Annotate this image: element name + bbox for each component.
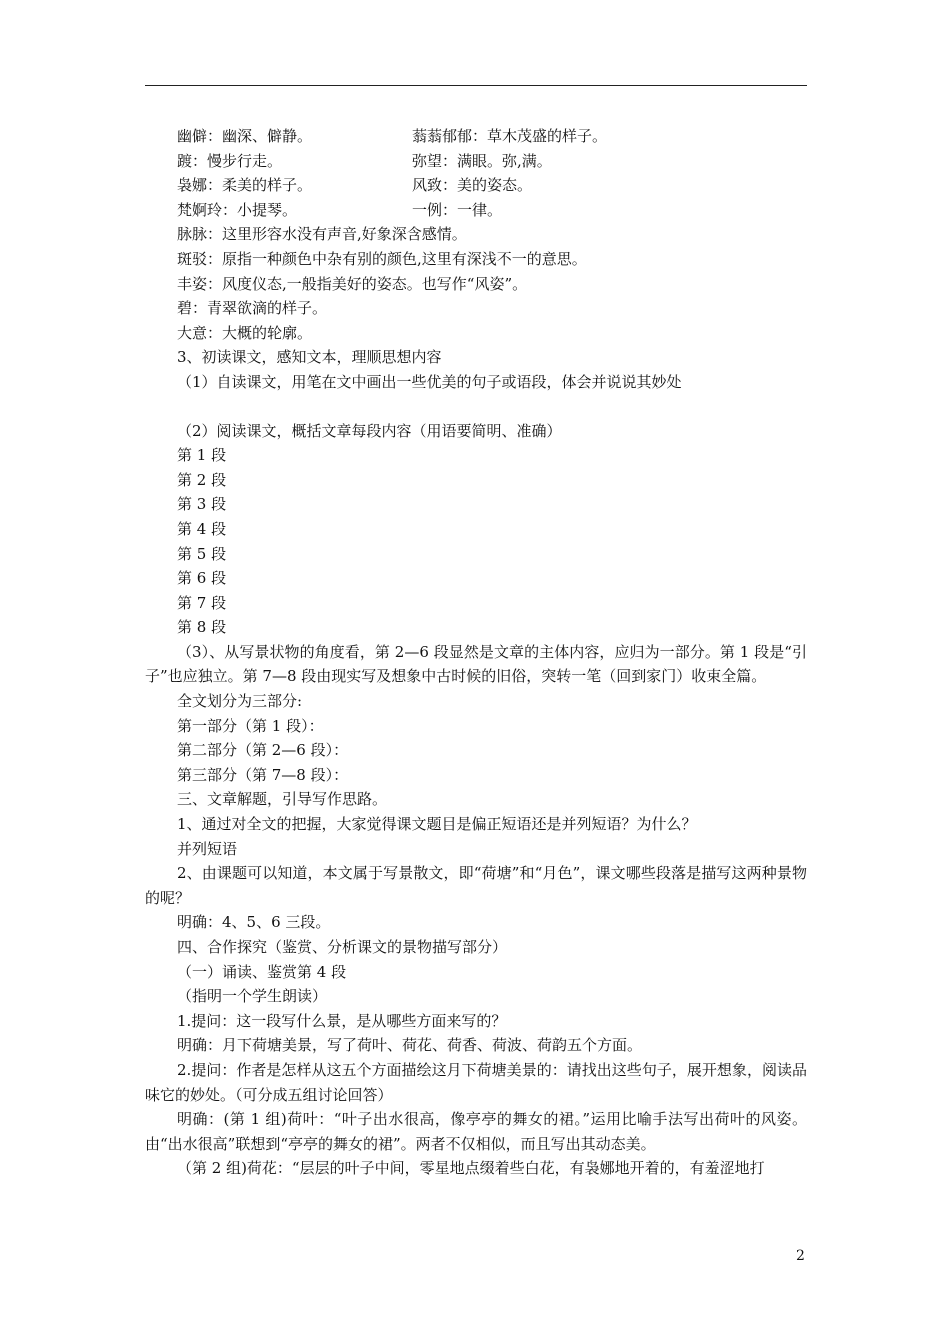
- text-line: 斑驳：原指一种颜色中杂有别的颜色,这里有深浅不一的意思。: [177, 249, 587, 268]
- text-line: 碧：青翠欲滴的样子。: [177, 299, 328, 318]
- vocab-item: 袅娜：柔美的样子。: [177, 176, 313, 195]
- paragraph-label: 第 4 段: [177, 519, 227, 538]
- paragraph-label: 第 7 段: [177, 593, 227, 612]
- paragraph-label: 第 1 段: [177, 446, 227, 465]
- vocab-item: 梵婀玲：小提琴。: [177, 200, 298, 219]
- section-heading: 3、初读课文，感知文本，理顺思想内容: [177, 348, 442, 367]
- paragraph: （3）、从写景状物的角度看，第 2—6 段显然是文章的主体内容，应归为一部分。第 1 段是“引子”也应独立。第 7—8 段由现实写及想象中古时候的旧俗，突转一笔（回到家门）收束全篇。: [145, 642, 807, 686]
- vocab-item: 风致：美的姿态。: [412, 176, 533, 195]
- section-heading: 四、合作探究（鉴赏、分析课文的景物描写部分）: [177, 938, 508, 956]
- question: 2、由课题可以知道，本文属于写景散文，即“荷塘”和“月色”，课文哪些段落是描写这两种景物的呢？: [145, 864, 807, 907]
- answer: 并列短语: [177, 839, 238, 858]
- vocab-grid: [145, 124, 807, 222]
- header-rule: [145, 85, 807, 86]
- text-line: 第二部分（第 2—6 段）：: [177, 741, 349, 760]
- text-line: 脉脉：这里形容水没有声音,好象深含感情。: [177, 225, 467, 244]
- paragraph-label: 第 2 段: [177, 470, 227, 489]
- text-line: 全文划分为三部分:: [177, 692, 303, 711]
- text-line: 第三部分（第 7—8 段）：: [177, 765, 349, 784]
- vocab-item: 一例：一律。: [412, 200, 503, 219]
- vocab-item: 踱：慢步行走。: [177, 151, 283, 170]
- vocab-item: 蓊蓊郁郁：草木茂盛的样子。: [412, 127, 608, 145]
- text-line: 第一部分（第 1 段）：: [177, 716, 324, 735]
- question: 1.提问：这一段写什么景，是从哪些方面来写的？: [177, 1011, 507, 1030]
- text-line: 丰姿：风度仪态,一般指美好的姿态。也写作“风姿”。: [177, 274, 528, 293]
- text-line: 大意：大概的轮廓。: [177, 323, 313, 342]
- text-line: （指明一个学生朗读）: [177, 987, 328, 1006]
- vocab-item: 幽僻：幽深、僻静。: [177, 127, 313, 145]
- page-number: 2: [796, 1248, 805, 1264]
- paragraph-label: 第 8 段: [177, 618, 227, 637]
- question: 2.提问：作者是怎样从这五个方面描绘这月下荷塘美景的：请找出这些句子，展开想象，阅读品味它的妙处。（可分成五组讨论回答）: [145, 1060, 807, 1104]
- vocab-item: 弥望：满眼。弥,满。: [412, 151, 552, 170]
- document-body: [145, 124, 807, 1181]
- paragraph-label: 第 5 段: [177, 544, 227, 563]
- answer: （第 2 组)荷花：“层层的叶子中间，零星地点缀着些白花，有袅娜地开着的，有羞涩地打: [177, 1159, 765, 1178]
- spacer: [145, 395, 807, 419]
- answer: 明确：月下荷塘美景，写了荷叶、荷花、荷香、荷波、荷韵五个方面。: [177, 1036, 643, 1055]
- text-line: （2）阅读课文，概括文章每段内容（用语要简明、准确）: [177, 421, 562, 440]
- text-line: （一）诵读、鉴赏第 4 段: [177, 962, 347, 981]
- paragraph-label: 第 6 段: [177, 569, 227, 588]
- section-heading: 三、文章解题，引导写作思路。: [177, 790, 388, 809]
- answer: 明确：(第 1 组)荷叶：“叶子出水很高，像亭亭的舞女的裙。”运用比喻手法写出荷叶的风姿。由“出水很高”联想到“亭亭的舞女的裙”。两者不仅相似，而且写出其动态美。: [145, 1110, 807, 1153]
- question: 1、通过对全文的把握，大家觉得课文题目是偏正短语还是并列短语？为什么？: [177, 815, 697, 834]
- answer: 明确：4、5、6 三段。: [177, 913, 331, 932]
- paragraph-label: 第 3 段: [177, 495, 227, 514]
- text-line: （1）自读课文，用笔在文中画出一些优美的句子或语段，体会并说说其妙处: [177, 372, 682, 391]
